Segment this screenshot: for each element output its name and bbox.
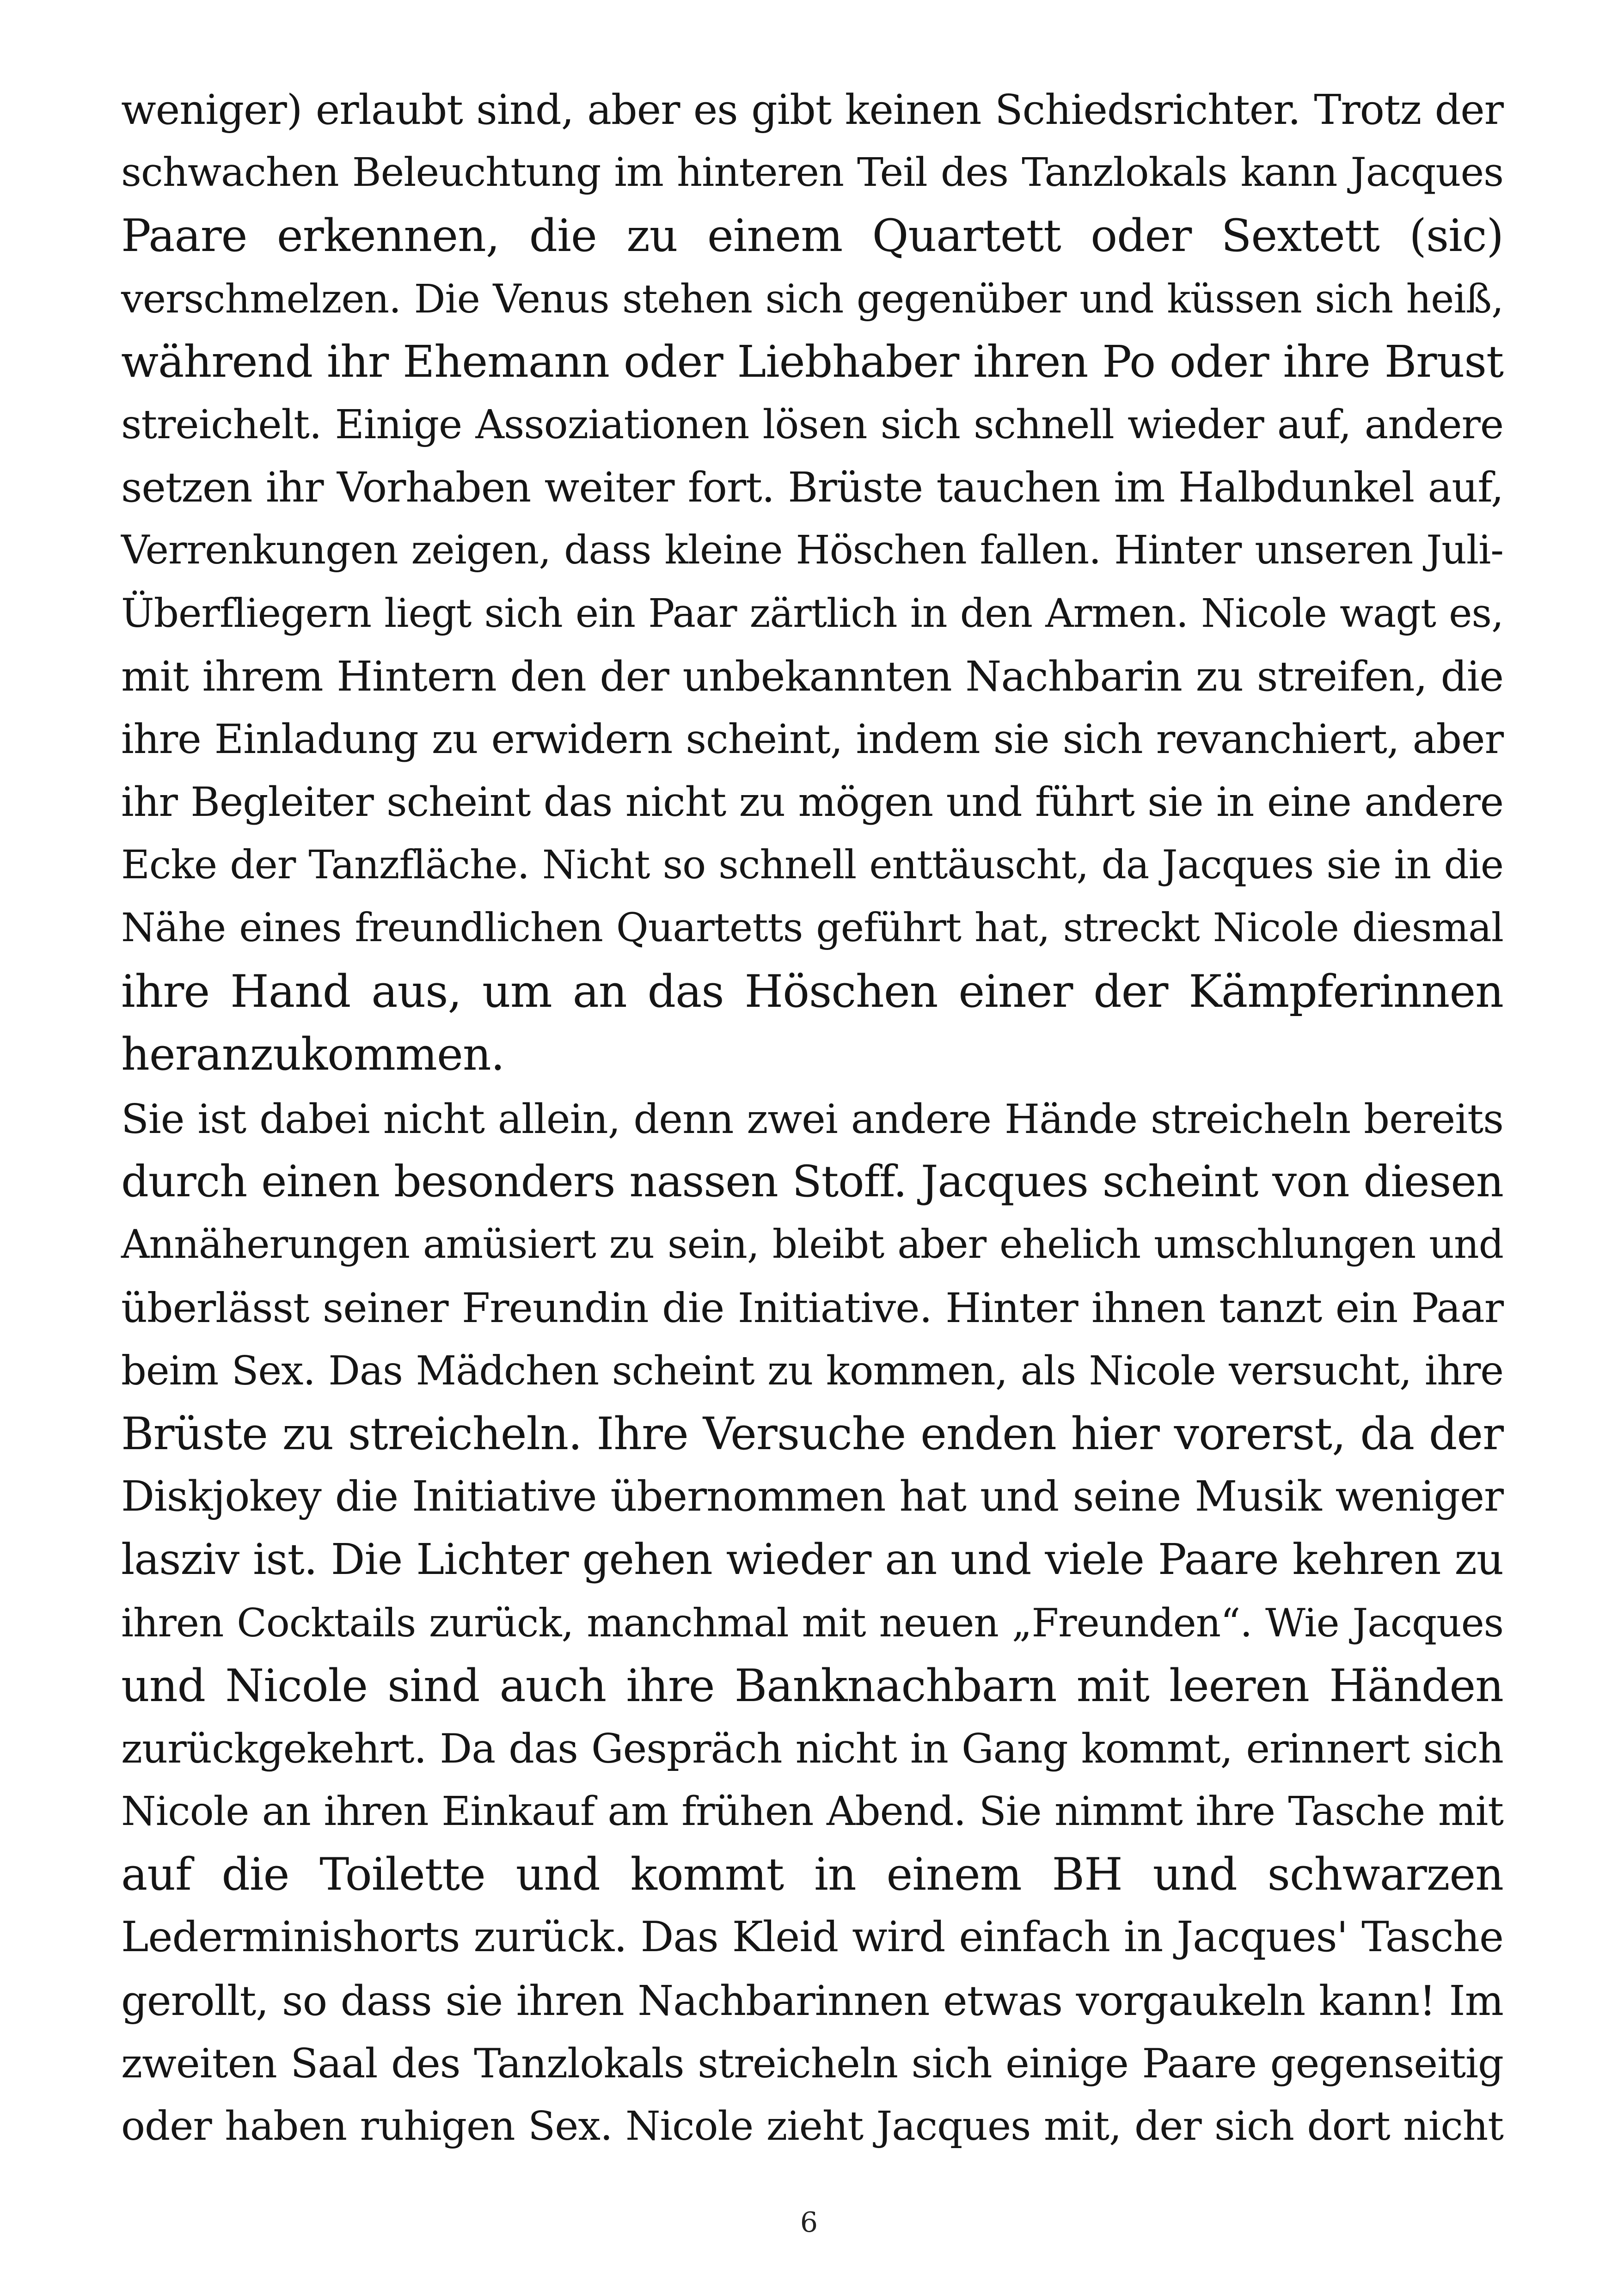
page-number: 6 — [800, 2206, 818, 2239]
text-line: Nähe eines freundlichen Quartetts geführt hat, streckt Nicole diesmal — [121, 905, 1503, 951]
text-line: und Nicole sind auch ihre Banknachbarn mit leeren Händen — [121, 1659, 1503, 1712]
text-line: gerollt, so dass sie ihren Nachbarinnen etwas vorgaukeln kann! Im — [121, 1976, 1503, 2025]
text-line: Lederminishorts zurück. Das Kleid wird einfach in Jacques' Tasche — [121, 1913, 1503, 1962]
text-line: Sie ist dabei nicht allein, denn zwei andere Hände streicheln bereits — [121, 1096, 1503, 1143]
text-line: Nicole an ihren Einkauf am frühen Abend. Sie nimmt ihre Tasche mit — [121, 1788, 1503, 1835]
text-line: zweiten Saal des Tanzlokals streicheln sich einige Paare gegenseitig — [121, 2039, 1503, 2087]
paragraph-1 — [121, 79, 1503, 1086]
text-line: heranzukommen. — [121, 1028, 505, 1080]
text-line: lasziv ist. Die Lichter gehen wieder an und viele Paare kehren zu — [121, 1535, 1503, 1585]
text-line: durch einen besonders nassen Stoff. Jacques scheint von diesen — [121, 1157, 1503, 1207]
text-line: Paare erkennen, die zu einem Quartett oder Sextett (sic) — [121, 210, 1503, 262]
paragraph-2 — [121, 1088, 1503, 2158]
text-line: schwachen Beleuchtung im hinteren Teil des Tanzlokals kann Jacques — [121, 150, 1503, 196]
text-line: während ihr Ehemann oder Liebhaber ihren Po oder ihre Brust — [121, 336, 1503, 387]
text-line: Diskjokey die Initiative übernommen hat und seine Musik weniger — [121, 1473, 1503, 1521]
text-line: ihre Einladung zu erwidern scheint, indem sie sich revanchiert, aber — [121, 716, 1503, 763]
text-line: Brüste zu streicheln. Ihre Versuche enden hier vorerst, da der — [121, 1408, 1503, 1460]
text-line: Annäherungen amüsiert zu sein, bleibt aber ehelich umschlungen und — [121, 1222, 1503, 1268]
text-line: auf die Toilette und kommt in einem BH und schwarzen — [121, 1849, 1503, 1901]
text-line: Ecke der Tanzfläche. Nicht so schnell enttäuscht, da Jacques sie in die — [121, 842, 1503, 888]
text-line: Verrenkungen zeigen, dass kleine Höschen fallen. Hinter unseren Juli- — [121, 527, 1503, 574]
text-line: beim Sex. Das Mädchen scheint zu kommen, als Nicole versucht, ihre — [121, 1347, 1503, 1394]
text-line: ihr Begleiter scheint das nicht zu mögen und führt sie in eine andere — [121, 779, 1503, 826]
text-line: zurückgekehrt. Da das Gespräch nicht in Gang kommt, erinnert sich — [121, 1725, 1503, 1772]
text-line: Überfliegern liegt sich ein Paar zärtlich in den Armen. Nicole wagt es, — [121, 590, 1503, 637]
text-line: ihre Hand aus, um an das Höschen einer der Kämpferinnen — [121, 965, 1503, 1017]
text-line: ihren Cocktails zurück, manchmal mit neuen „Freunden“. Wie Jacques — [121, 1600, 1503, 1646]
text-line: oder haben ruhigen Sex. Nicole zieht Jacques mit, der sich dort nicht — [121, 2103, 1503, 2149]
text-line: überlässt seiner Freundin die Initiative. Hinter ihnen tanzt ein Paar — [121, 1284, 1503, 1332]
text-line: weniger) erlaubt sind, aber es gibt keinen Schiedsrichter. Trotz der — [121, 86, 1503, 134]
text-line: streichelt. Einige Assoziationen lösen sich schnell wieder auf, andere — [121, 401, 1503, 448]
text-line: mit ihrem Hintern den der unbekannten Nachbarin zu streifen, die — [121, 652, 1503, 701]
text-line: setzen ihr Vorhaben weiter fort. Brüste tauchen im Halbdunkel auf, — [121, 464, 1503, 512]
text-line: verschmelzen. Die Venus stehen sich gegenüber und küssen sich heiß, — [121, 276, 1503, 322]
